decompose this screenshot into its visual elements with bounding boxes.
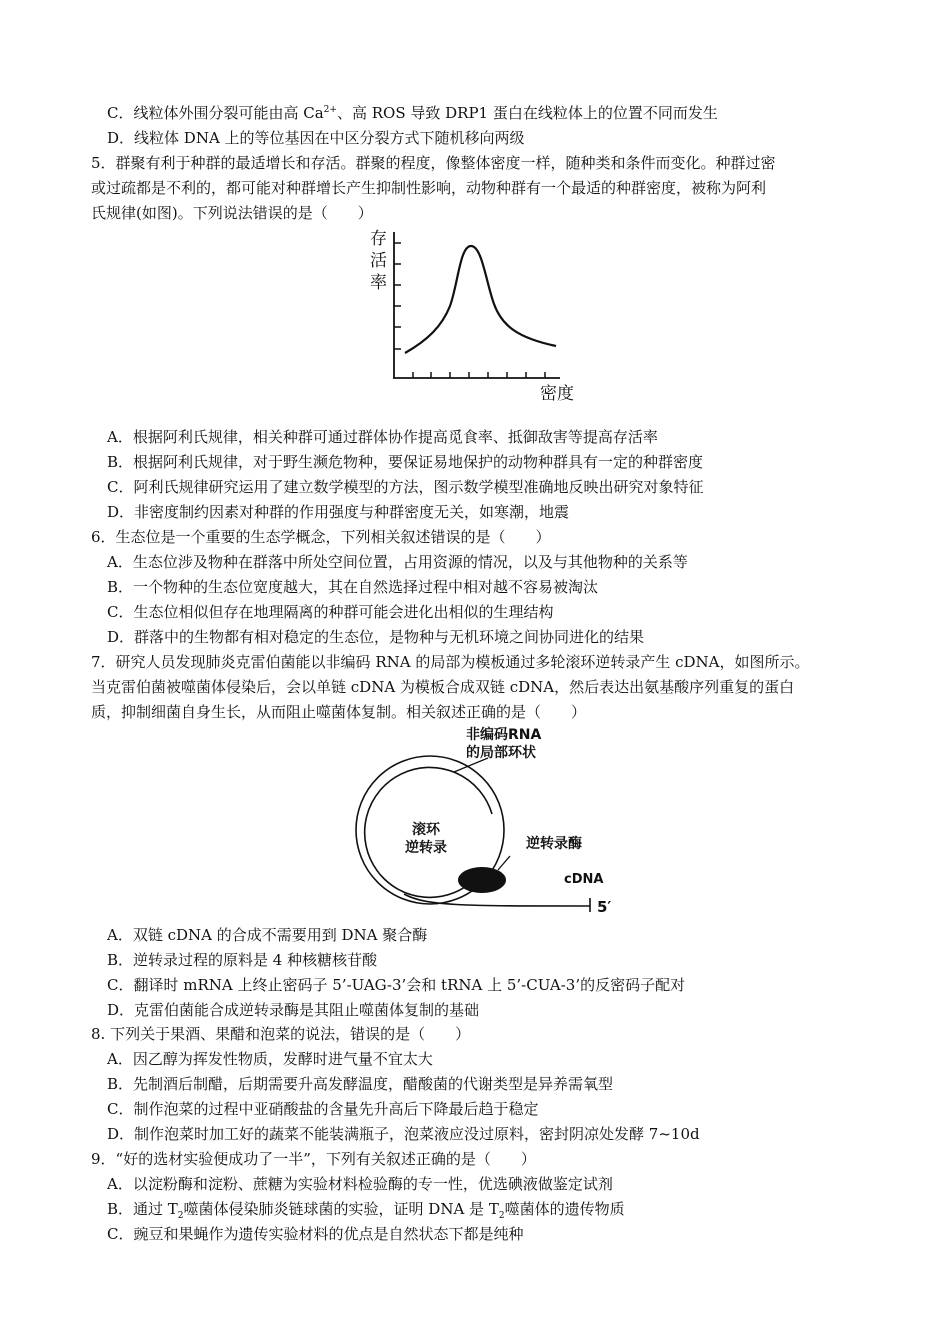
q5-option-b: B．根据阿利氏规律，对于野生濒危物种，要保证易地保护的动物种群具有一定的种群密度 bbox=[107, 453, 704, 471]
q5-stem-line3: 氏规律(如图)。下列说法错误的是（ ） bbox=[91, 204, 373, 222]
ylabel-char-3: 率 bbox=[370, 273, 387, 293]
q7-stem-line3: 质，抑制细菌自身生长，从而阻止噬菌体复制。相关叙述正确的是（ ） bbox=[91, 703, 587, 721]
rolling-circle-figure bbox=[340, 722, 640, 920]
label-cdna: cDNA bbox=[564, 872, 604, 887]
label-rna-line1: 非编码RNA bbox=[466, 727, 542, 743]
q6-option-b: B．一个物种的生态位宽度越大，其在自然选择过程中相对越不容易被淘汰 bbox=[107, 578, 599, 596]
reverse-transcriptase-blob bbox=[458, 867, 506, 893]
label-rolling-line2: 逆转录 bbox=[405, 840, 447, 856]
q8-option-b: B．先制酒后制醋，后期需要升高发酵温度，醋酸菌的代谢类型是异养需氧型 bbox=[107, 1075, 614, 1093]
survival-curve bbox=[405, 246, 556, 353]
q9-stem: 9．“好的选材实验便成功了一半”，下列有关叙述正确的是（ ） bbox=[91, 1150, 536, 1168]
q4-option-d: D．线粒体 DNA 上的等位基因在中区分裂方式下随机移向两级 bbox=[107, 129, 525, 147]
q8-option-d: D．制作泡菜时加工好的蔬菜不能装满瓶子，泡菜液应没过原料，密封阴凉处发酵 7~10d bbox=[107, 1125, 700, 1143]
q5-stem-line1: 5．群聚有利于种群的最适增长和存活。群聚的程度，像整体密度一样，随种类和条件而变化。种群过密 bbox=[91, 154, 776, 172]
label-enzyme: 逆转录酶 bbox=[526, 836, 582, 852]
q5-option-a: A．根据阿利氏规律，相关种群可通过群体协作提高觅食率、抵御敌害等提高存活率 bbox=[107, 428, 658, 446]
enzyme-pointer-line bbox=[498, 856, 510, 870]
ylabel-char-2: 活 bbox=[370, 251, 387, 271]
q6-stem: 6．生态位是一个重要的生态学概念，下列相关叙述错误的是（ ） bbox=[91, 528, 551, 546]
q6-option-c: C．生态位相似但存在地理隔离的种群可能会进化出相似的生理结构 bbox=[107, 603, 554, 621]
q5-option-d: D．非密度制约因素对种群的作用强度与种群密度无关，如寒潮，地震 bbox=[107, 503, 570, 521]
q7-stem-line2: 当克雷伯菌被噬菌体侵染后，会以单链 cDNA 为模板合成双链 cDNA，然后表达出氨基酸序列重复的蛋白 bbox=[91, 678, 795, 696]
q4-option-c: C．线粒体外围分裂可能由高 $Ca^{2+}$、高 ROS 导致 DRP1 蛋白在线粒体上的位置不同而发生 bbox=[107, 104, 718, 122]
ylabel-char-1: 存 bbox=[370, 229, 387, 249]
q6-option-d: D．群落中的生物都有相对稳定的生态位，是物种与无机环境之间协同进化的结果 bbox=[107, 628, 645, 646]
allee-curve-figure bbox=[360, 222, 590, 408]
q8-stem: 8. 下列关于果酒、果醋和泡菜的说法，错误的是（ ） bbox=[91, 1025, 471, 1043]
q6-option-a: A．生态位涉及物种在群落中所处空间位置，占用资源的情况，以及与其他物种的关系等 bbox=[107, 553, 688, 571]
xlabel: 密度 bbox=[540, 384, 574, 404]
label-rna-line2: 的局部环状 bbox=[466, 745, 536, 761]
q8-option-c: C．制作泡菜的过程中亚硝酸盐的含量先升高后下降最后趋于稳定 bbox=[107, 1100, 539, 1118]
q7-option-b: B．逆转录过程的原料是 4 种核糖核苷酸 bbox=[107, 951, 378, 969]
q9-option-b: B．通过 $T_2$噬菌体侵染肺炎链球菌的实验，证明 DNA 是 $T_2$噬菌体的遗传物质 bbox=[107, 1200, 625, 1221]
q7-option-d: D．克雷伯菌能合成逆转录酶是其阻止噬菌体复制的基础 bbox=[107, 1001, 480, 1019]
q5-stem-line2: 或过疏都是不利的，都可能对种群增长产生抑制性影响，动物种群有一个最适的种群密度，被称为阿利 bbox=[91, 179, 767, 197]
q7-option-c: C．翻译时 mRNA 上终止密码子 5’-UAG-3’会和 tRNA 上 5’-CUA-3’的反密码子配对 bbox=[107, 976, 686, 994]
label-rolling-line1: 滚环 bbox=[412, 822, 440, 838]
q5-option-c: C．阿利氏规律研究运用了建立数学模型的方法，图示数学模型准确地反映出研究对象特征 bbox=[107, 478, 704, 496]
y-ticks bbox=[394, 243, 401, 349]
q7-option-a: A．双链 cDNA 的合成不需要用到 DNA 聚合酶 bbox=[107, 926, 428, 944]
q9-option-c: C．豌豆和果蝇作为遗传实验材料的优点是自然状态下都是纯种 bbox=[107, 1225, 524, 1243]
label-5prime: 5′ bbox=[597, 898, 612, 916]
q9-option-a: A．以淀粉酶和淀粉、蔗糖为实验材料检验酶的专一性，优选碘液做鉴定试剂 bbox=[107, 1175, 613, 1193]
q8-option-a: A．因乙醇为挥发性物质，发酵时进气量不宜太大 bbox=[107, 1050, 433, 1068]
q7-stem-line1: 7．研究人员发现肺炎克雷伯菌能以非编码 RNA 的局部为模板通过多轮滚环逆转录产生 cDNA，如图所示。 bbox=[91, 653, 810, 671]
